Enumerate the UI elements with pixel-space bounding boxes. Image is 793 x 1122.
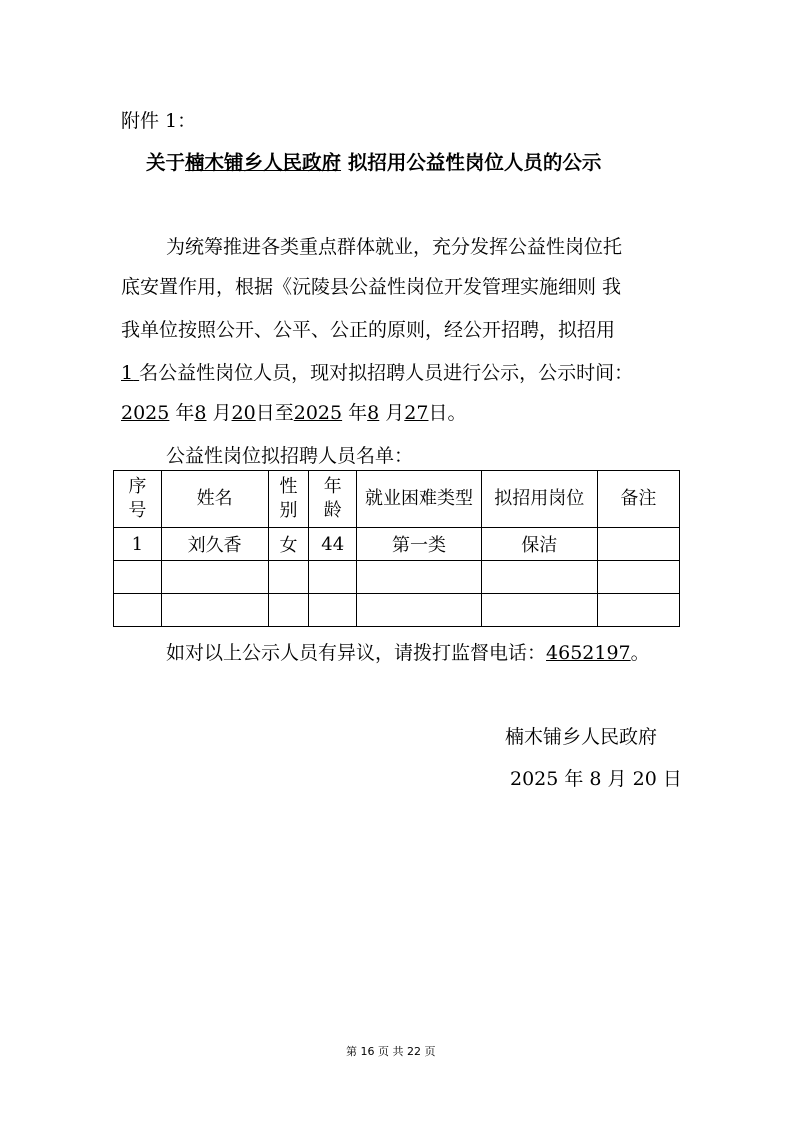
table-cell bbox=[481, 594, 597, 627]
table-cell bbox=[309, 594, 357, 627]
table-cell bbox=[309, 561, 357, 594]
table-cell: 保洁 bbox=[481, 528, 597, 561]
header-cell: 年 龄 bbox=[309, 471, 357, 528]
body-line-4-text: 名公益性岗位人员，现对拟招聘人员进行公示，公示时间： bbox=[139, 362, 634, 384]
title-prefix: 关于 bbox=[146, 151, 186, 174]
start-day: 20 bbox=[231, 402, 256, 424]
table-cell bbox=[161, 594, 268, 627]
page-footer: 第 16 页 共 22 页 bbox=[346, 1045, 436, 1058]
table-cell: 女 bbox=[268, 528, 309, 561]
table-cell bbox=[114, 561, 162, 594]
header-cell: 拟招用岗位 bbox=[481, 471, 597, 528]
table-cell: 1 bbox=[114, 528, 162, 561]
document-title bbox=[146, 147, 601, 175]
header-cell: 序 号 bbox=[114, 471, 162, 528]
body-line-1: 为统筹推进各类重点群体就业，充分发挥公益性岗位托 bbox=[166, 236, 623, 258]
header-cell: 性 别 bbox=[268, 471, 309, 528]
end-month: 8 bbox=[367, 402, 380, 424]
body-line-3: 我单位按照公开、公平、公正的原则，经公开招聘，拟招用 bbox=[121, 319, 616, 341]
end-year: 2025 bbox=[293, 402, 343, 424]
table-row bbox=[114, 561, 680, 594]
header-cell: 姓名 bbox=[161, 471, 268, 528]
personnel-table bbox=[113, 470, 680, 627]
table-header-row bbox=[114, 471, 680, 528]
table-row bbox=[114, 594, 680, 627]
start-year: 2025 bbox=[121, 402, 170, 424]
body-line-2: 底安置作用，根据《沅陵县公益性岗位开发管理实施细则 我 bbox=[121, 276, 622, 298]
start-month: 8 bbox=[194, 402, 207, 424]
contact-end: 。 bbox=[630, 642, 650, 664]
hire-count: 1 bbox=[121, 362, 134, 384]
end-day: 27 bbox=[404, 402, 429, 424]
contact-text: 如对以上公示人员有异议，请拨打监督电话： bbox=[166, 642, 547, 664]
signature-date: 2025 年 8 月 20 日 bbox=[510, 768, 682, 790]
table-cell bbox=[357, 561, 482, 594]
contact-line bbox=[166, 638, 650, 665]
table-cell: 刘久香 bbox=[161, 528, 268, 561]
signature-org: 楠木铺乡人民政府 bbox=[505, 726, 658, 748]
table-cell bbox=[357, 594, 482, 627]
table-cell bbox=[114, 594, 162, 627]
list-intro: 公益性岗位拟招聘人员名单： bbox=[166, 445, 414, 467]
table-cell bbox=[268, 594, 309, 627]
publicity-period: 2025 年8 月20日至2025 年8 月27日。 bbox=[121, 402, 467, 424]
hotline-number: 4652197 bbox=[546, 642, 631, 664]
table-row bbox=[114, 528, 680, 561]
table-cell bbox=[481, 561, 597, 594]
header-cell: 就业困难类型 bbox=[357, 471, 482, 528]
header-cell: 备注 bbox=[597, 471, 679, 528]
table-cell bbox=[597, 594, 679, 627]
table-cell bbox=[161, 561, 268, 594]
table-cell bbox=[597, 561, 679, 594]
table-cell: 第一类 bbox=[357, 528, 482, 561]
title-suffix: 拟招用公益性岗位人员的公示 bbox=[341, 151, 602, 174]
table-cell: 44 bbox=[309, 528, 357, 561]
table-cell bbox=[268, 561, 309, 594]
title-org: 楠木铺乡人民政府 bbox=[185, 151, 342, 174]
annex-label: 附件 1： bbox=[121, 110, 197, 132]
body-line-4 bbox=[121, 358, 633, 385]
table-cell bbox=[597, 528, 679, 561]
